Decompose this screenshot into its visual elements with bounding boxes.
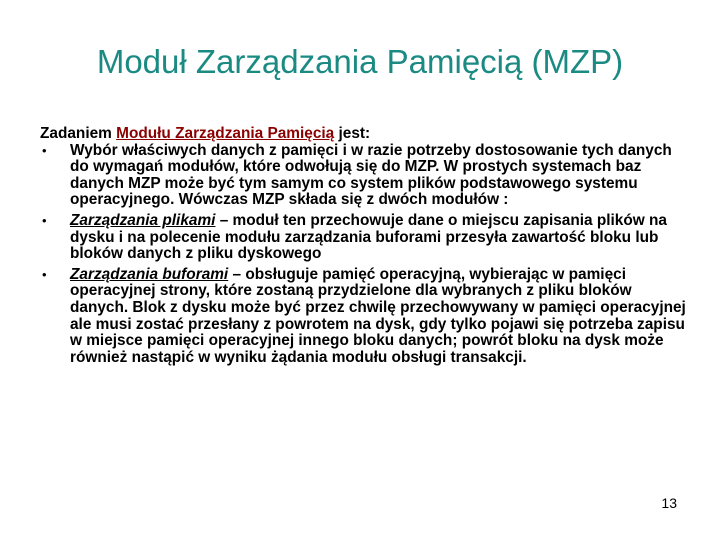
- intro-prefix: Zadaniem: [40, 125, 117, 142]
- page-number: 13: [661, 495, 677, 511]
- bullet-marker: •: [42, 212, 47, 228]
- slide-title: Moduł Zarządzania Pamięcią (MZP): [96, 43, 624, 80]
- bullet-text: – moduł ten przechowuje dane o miejscu zapisania plików na dysku i na polecenie modułu zarządzania buforami przesyła zawartość bloku lub bloków danych z pliku dyskowego: [70, 211, 667, 263]
- intro-suffix: jest:: [334, 125, 371, 142]
- intro-line: [40, 126, 690, 143]
- slide-body: [40, 126, 690, 370]
- bullet-item-data-selection: [40, 143, 690, 209]
- bullet-item-buffer-management: [40, 267, 690, 367]
- bullet-text: – obsługuje pamięć operacyjną, wybierając w pamięci operacyjnej strony, które zostaną przydzielone dla wybranych z pliku bloków danych. Blok z dysku może być przez chwilę przechowywany w pamięci operacyjnej ale musi zostać przesłany z powrotem na dysk, gdy tylko pojawi się potrzeba zapisu w miejsce pamięci operacyjnej innego bloku danych; powrót bloku na dysk może również nastąpić w wyniku żądania modułu obsługi transakcji.: [70, 265, 686, 366]
- bullet-item-file-management: [40, 213, 690, 263]
- bullet-list: [40, 143, 690, 367]
- bullet-text: Wybór właściwych danych z pamięci i w razie potrzeby dostosowanie tych danych do wymagań modułów, które odwołują się do MZP. W prostych systemach baz danych MZP może być tym samym co system plików podstawowego systemu operacyjnego. Wówczas MZP składa się z dwóch modułów :: [70, 141, 672, 209]
- bullet-marker: •: [42, 142, 47, 158]
- bullet-term: Zarządzania plikami: [70, 211, 216, 229]
- intro-highlight: Modułu Zarządzania Pamięcią: [116, 125, 335, 142]
- bullet-marker: •: [42, 266, 47, 282]
- bullet-term: Zarządzania buforami: [70, 265, 229, 283]
